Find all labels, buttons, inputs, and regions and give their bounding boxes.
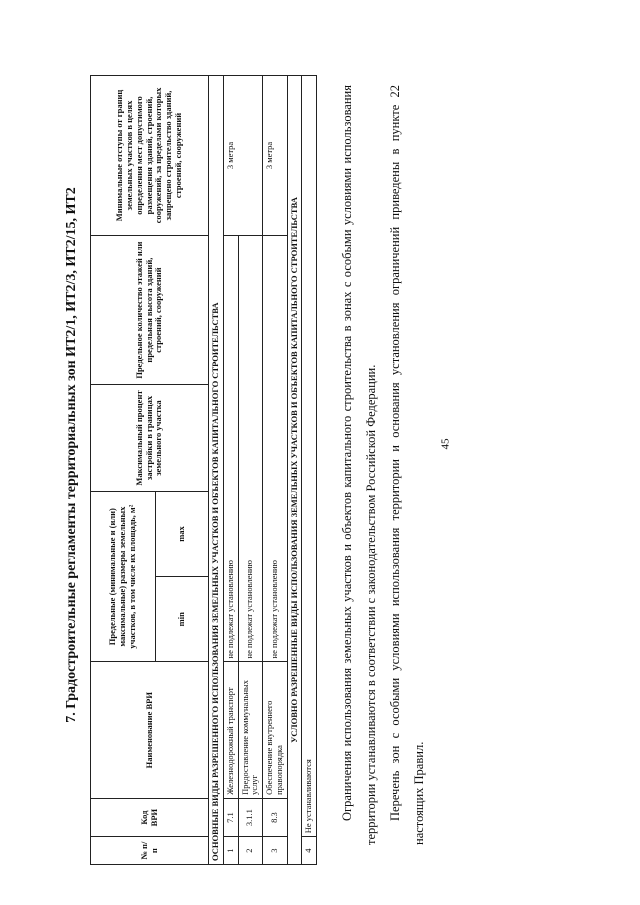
section-conditional-row	[287, 76, 302, 865]
header-setbacks: Минимальные отступы от границ земельных участков в целях определения мест допустимого размещения зданий, строений, сооружений, за пределами которых запрещено строительство зданий, строений, сооружений	[91, 76, 209, 236]
header-area-max: max	[156, 491, 209, 576]
rotated-page-content	[50, 45, 450, 865]
row-code: 8.3	[263, 798, 288, 836]
row-setback: 3 метра	[223, 76, 262, 236]
header-name: Наименование ВРИ	[91, 662, 209, 798]
header-row	[91, 76, 156, 865]
section-main-label: ОСНОВНЫЕ ВИДЫ РАЗРЕШЕННОГО ИСПОЛЬЗОВАНИЯ ЗЕМЕЛЬНЫХ УЧАСТКОВ И ОБЪЕКТОВ КАПИТАЛЬНОГО СТРОИТЕЛЬСТВА	[209, 76, 224, 865]
header-area-min: min	[156, 577, 209, 662]
section-heading: 7. Градостроительные регламенты территориальных зон ИТ2/1, ИТ2/3, ИТ2/15, ИТ2	[64, 187, 79, 723]
restrictions-paragraph: Ограничения использования земельных участков и объектов капитального строительства в зонах с особыми условиями использования территории устанавливаются в соответствии с законодательством Российской Федерации.	[340, 85, 378, 845]
row-code: 7.1	[223, 798, 238, 836]
header-num: № п/п	[91, 837, 209, 865]
row-code: 3.1.1	[238, 798, 263, 836]
header-floors: Предельное количество этажей или предельная высота зданий, строений, сооружений	[91, 235, 209, 384]
row-name: Железнодорожный транспорт	[223, 662, 238, 798]
row-num: 2	[238, 837, 263, 865]
table-row	[302, 76, 317, 865]
table-row	[263, 76, 288, 865]
regulations-table	[90, 75, 317, 865]
row-text: Не устанавливаются	[302, 76, 317, 837]
row-num: 4	[302, 837, 317, 865]
table-row	[223, 76, 238, 865]
page-number: 45	[439, 438, 452, 450]
zones-list-paragraph: Перечень зон с особыми условиями использования территории и основания установления ограничений приведены в пункте 22 настоящих Правил.	[388, 85, 426, 845]
row-name: Предоставление коммунальных услуг	[238, 662, 263, 798]
row-num: 1	[223, 837, 238, 865]
section-conditional-label: УСЛОВНО РАЗРЕШЕННЫЕ ВИДЫ ИСПОЛЬЗОВАНИЯ ЗЕМЕЛЬНЫХ УЧАСТКОВ И ОБЪЕКТОВ КАПИТАЛЬНОГО СТРОИТЕЛЬСТВА	[287, 76, 302, 865]
section-main-row	[209, 76, 224, 865]
header-code: Код ВРИ	[91, 798, 209, 836]
row-setback: 3 метра	[263, 76, 288, 236]
row-area: не подлежат установлению	[263, 235, 288, 661]
row-num: 3	[263, 837, 288, 865]
header-area: Предельные (минимальные и (или) максимальные) размеры земельных участков, в том числе их площадь, м²	[91, 491, 156, 662]
row-area: не подлежат установлению	[238, 235, 263, 661]
row-name: Обеспечение внутреннего правопорядка	[263, 662, 288, 798]
row-area: не подлежат установлению	[223, 235, 238, 661]
header-coverage: Максимальный процент застройки в границах земельного участка	[91, 385, 209, 492]
